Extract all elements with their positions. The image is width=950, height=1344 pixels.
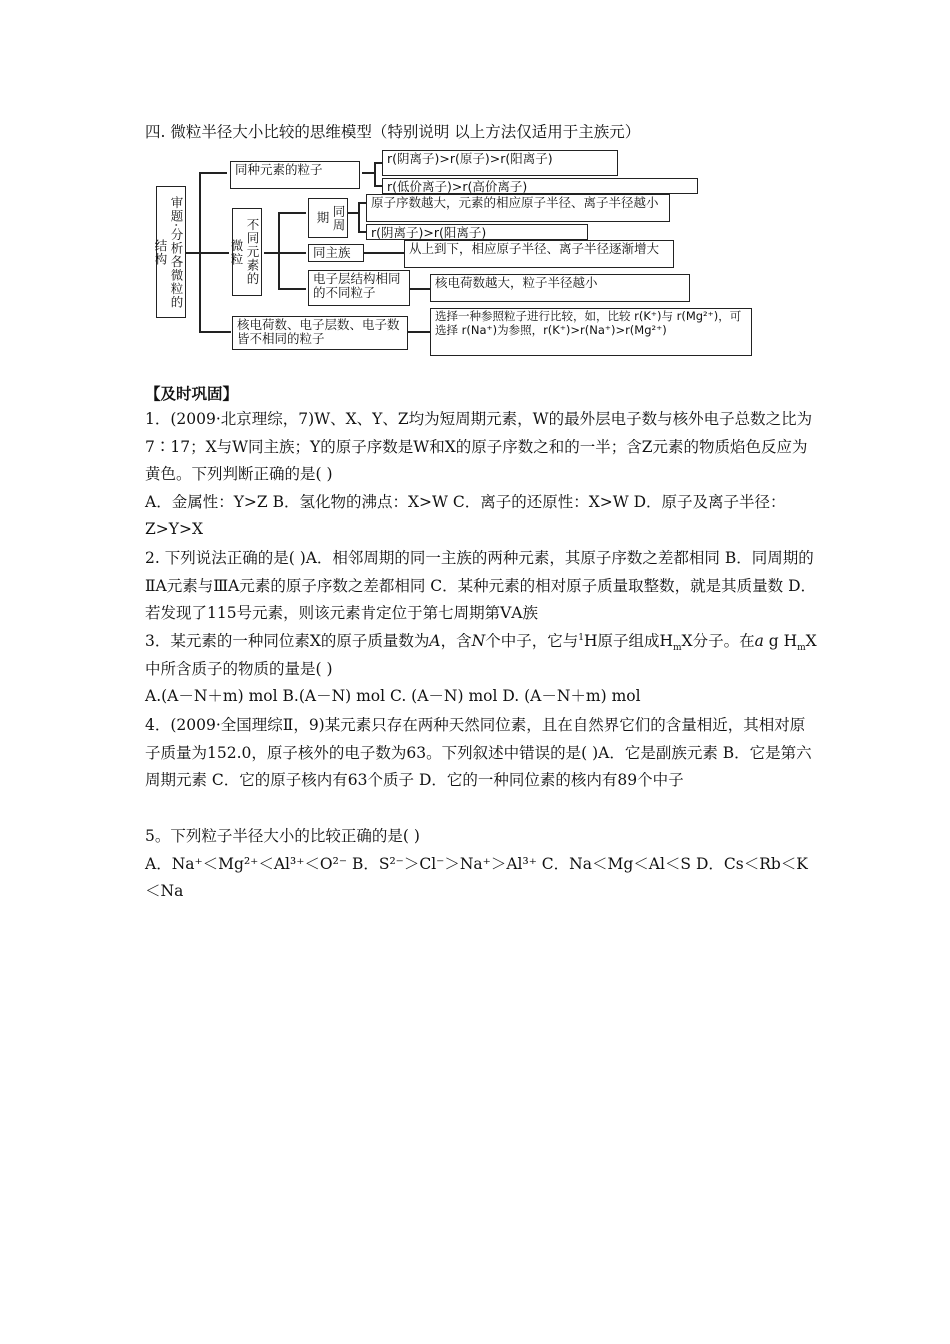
same-period-rule-1: 原子序数越大，元素的相应原子半径、离子半径越小 bbox=[366, 194, 670, 222]
question-4-text: 4．(2009·全国理综Ⅱ，9)某元素只存在两种天然同位素，且在自然界它们的含量相近，其相对原子质量为152.0，原子核外的电子数为63。下列叙述中错误的是( )A．它是副族元素 B．它是第六周期元素 C．它的原子核内有63个质子 D．它的一种同位素的核内有89个中子 bbox=[145, 716, 812, 789]
same-config-rule: 核电荷数越大，粒子半径越小 bbox=[430, 274, 690, 302]
diff-all-rule: 选择一种参照粒子进行比较，如，比较 r(K⁺)与 r(Mg²⁺)，可选择 r(Na⁺)为参照，r(K⁺)>r(Na⁺)>r(Mg²⁺) bbox=[430, 308, 752, 356]
question-4 bbox=[145, 712, 817, 795]
question-3 bbox=[145, 628, 817, 711]
same-group-box: 同主族 bbox=[308, 244, 364, 262]
same-period-box: 同周期 bbox=[308, 198, 348, 238]
diagram-root-box: 审题·分析各微粒的结构 bbox=[156, 186, 186, 318]
question-5-options: A．Na⁺＜Mg²⁺＜Al³⁺＜O²⁻ B．S²⁻＞Cl⁻＞Na⁺＞Al³⁺ C．Na＜Mg＜Al＜S D．Cs＜Rb＜K＜Na bbox=[145, 854, 808, 900]
question-5-stem: 5。下列粒子半径大小的比较正确的是( ) bbox=[145, 827, 420, 845]
question-1-options: A．金属性：Y>Z B．氢化物的沸点：X>W C．离子的还原性：X>W D．原子及离子半径：Z>Y>X bbox=[145, 492, 786, 538]
question-1-stem: 1．(2009·北京理综，7)W、X、Y、Z均为短周期元素，W的最外层电子数与核外电子总数之比为7∶17；X与W同主族；Y的原子序数是W和X的原子序数之和的一半；含Z元素的物质焰色反应为黄色。下列判断正确的是( ) bbox=[145, 410, 813, 483]
same-group-rule: 从上到下，相应原子半径、离子半径逐渐增大 bbox=[404, 240, 674, 268]
question-1 bbox=[145, 406, 817, 544]
section-heading: 四. 微粒半径大小比较的思维模型（特别说明 以上方法仅适用于主族元） bbox=[145, 123, 641, 141]
same-period-rule-2: r(阴离子)>r(阳离子) bbox=[366, 224, 588, 240]
same-element-rule-1: r(阴离子)>r(原子)>r(阳离子) bbox=[382, 150, 618, 176]
same-element-rule-2: r(低价离子)>r(高价离子) bbox=[382, 178, 698, 194]
question-5 bbox=[145, 823, 817, 906]
question-2-text: 2. 下列说法正确的是( )A．相邻周期的同一主族的两种元素，其原子序数之差都相同 B．同周期的ⅡA元素与ⅢA元素的原子序数之差都相同 C．某种元素的相对原子质量取整数，就是其质量数 D．若发现了115号元素，则该元素肯定位于第七周期第ⅤA族 bbox=[145, 549, 817, 622]
section-title: 【及时巩固】 bbox=[145, 384, 239, 403]
same-config-box: 电子层结构相同的不同粒子 bbox=[308, 270, 410, 306]
diff-all-box: 核电荷数、电子层数、电子数皆不相同的粒子 bbox=[232, 316, 408, 350]
question-2 bbox=[145, 545, 817, 628]
radius-comparison-diagram bbox=[152, 150, 742, 360]
question-3-stem: 3．某元素的一种同位素X的原子质量数为A，含N个中子，它与$^1$H原子组成$H_mX$分子。在a g $H_mX$中所含质子的物质的量是( ) bbox=[145, 632, 817, 678]
diff-element-box: 不同元素的微粒 bbox=[232, 208, 262, 296]
same-element-box: 同种元素的粒子 bbox=[230, 161, 360, 189]
question-3-options: A.(A－N＋m) mol B.(A－N) mol C. (A－N) mol D. (A－N＋m) mol bbox=[145, 687, 641, 705]
